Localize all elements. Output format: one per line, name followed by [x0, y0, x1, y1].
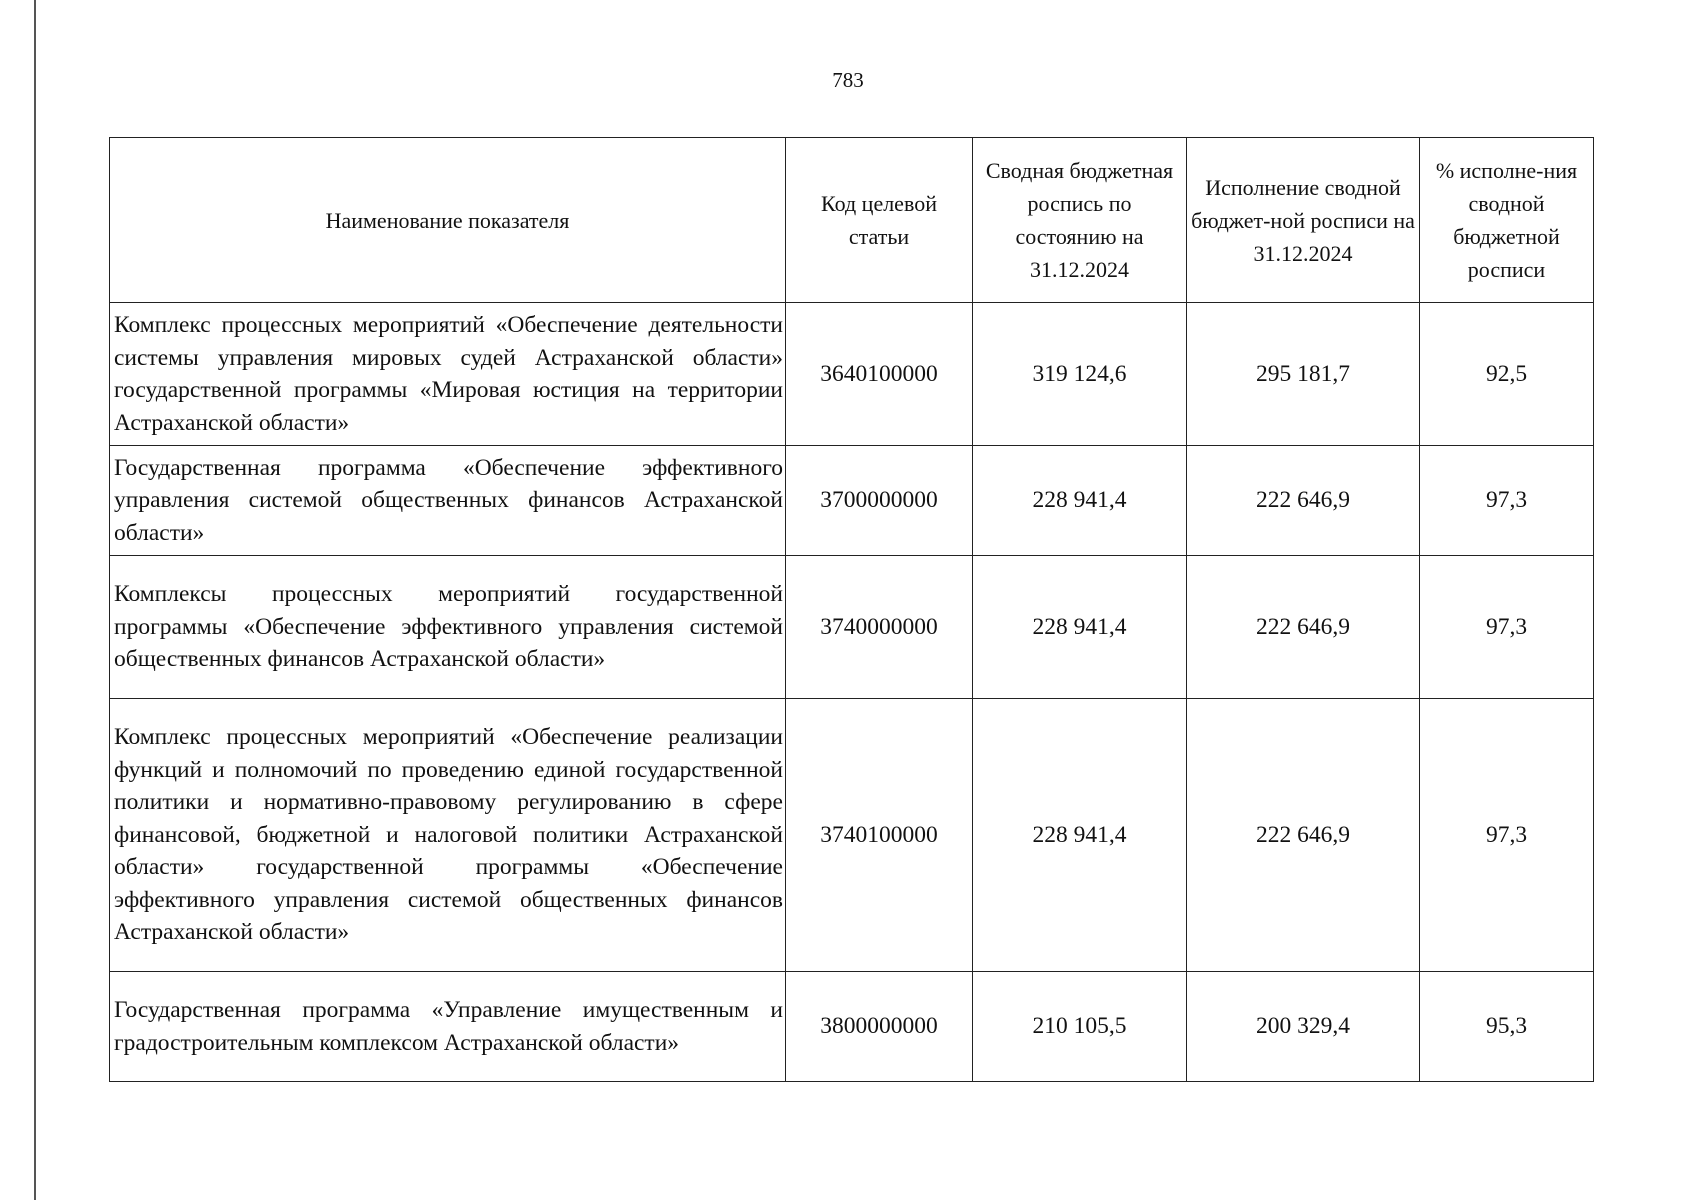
execution-percent: 97,3 — [1420, 699, 1594, 972]
budget-executed-value: 222 646,9 — [1187, 699, 1420, 972]
target-code: 3740000000 — [786, 556, 973, 699]
budget-executed-value: 222 646,9 — [1187, 556, 1420, 699]
budget-plan-value: 210 105,5 — [973, 972, 1187, 1082]
execution-percent: 97,3 — [1420, 446, 1594, 556]
page-number-text: 783 — [832, 68, 864, 92]
indicator-name: Комплекс процессных мероприятий «Обеспечение деятельности системы управления мировых судей Астраханской области» государственной программы «Мировая юстиция на территории Астраханской области» — [110, 303, 786, 446]
header-execution-percent: % исполне-ния сводной бюджетной росписи — [1420, 138, 1594, 303]
header-budget-execution: Исполнение сводной бюджет-ной росписи на 31.12.2024 — [1187, 138, 1420, 303]
header-row — [110, 138, 1594, 303]
indicator-name: Государственная программа «Обеспечение эффективного управления системой общественных финансов Астраханской области» — [110, 446, 786, 556]
binding-line — [34, 0, 36, 1200]
table-row — [110, 303, 1594, 446]
table-body — [110, 303, 1594, 1082]
budget-executed-value: 200 329,4 — [1187, 972, 1420, 1082]
indicator-name: Государственная программа «Управление имущественным и градостроительным комплексом Астраханской области» — [110, 972, 786, 1082]
table-row — [110, 699, 1594, 972]
header-indicator-name: Наименование показателя — [110, 138, 786, 303]
budget-plan-value: 228 941,4 — [973, 556, 1187, 699]
target-code: 3740100000 — [786, 699, 973, 972]
header-target-code: Код целевой статьи — [786, 138, 973, 303]
target-code: 3700000000 — [786, 446, 973, 556]
table-row — [110, 446, 1594, 556]
budget-plan-value: 228 941,4 — [973, 446, 1187, 556]
table-row — [110, 556, 1594, 699]
header-budget-plan: Сводная бюджетная роспись по состоянию на 31.12.2024 — [973, 138, 1187, 303]
page-number — [0, 68, 1696, 93]
execution-percent: 97,3 — [1420, 556, 1594, 699]
budget-plan-value: 228 941,4 — [973, 699, 1187, 972]
table-header — [110, 138, 1594, 303]
budget-executed-value: 295 181,7 — [1187, 303, 1420, 446]
budget-plan-value: 319 124,6 — [973, 303, 1187, 446]
target-code: 3640100000 — [786, 303, 973, 446]
budget-execution-table — [109, 137, 1594, 1082]
indicator-name: Комплексы процессных мероприятий государственной программы «Обеспечение эффективного управления системой общественных финансов Астраханской области» — [110, 556, 786, 699]
budget-executed-value: 222 646,9 — [1187, 446, 1420, 556]
target-code: 3800000000 — [786, 972, 973, 1082]
table-row — [110, 972, 1594, 1082]
execution-percent: 95,3 — [1420, 972, 1594, 1082]
indicator-name: Комплекс процессных мероприятий «Обеспечение реализации функций и полномочий по проведению единой государственной политики и нормативно-правовому регулированию в сфере финансовой, бюджетной и налоговой политики Астраханской области» государственной программы «Обеспечение эффективного управления системой общественных финансов Астраханской области» — [110, 699, 786, 972]
execution-percent: 92,5 — [1420, 303, 1594, 446]
